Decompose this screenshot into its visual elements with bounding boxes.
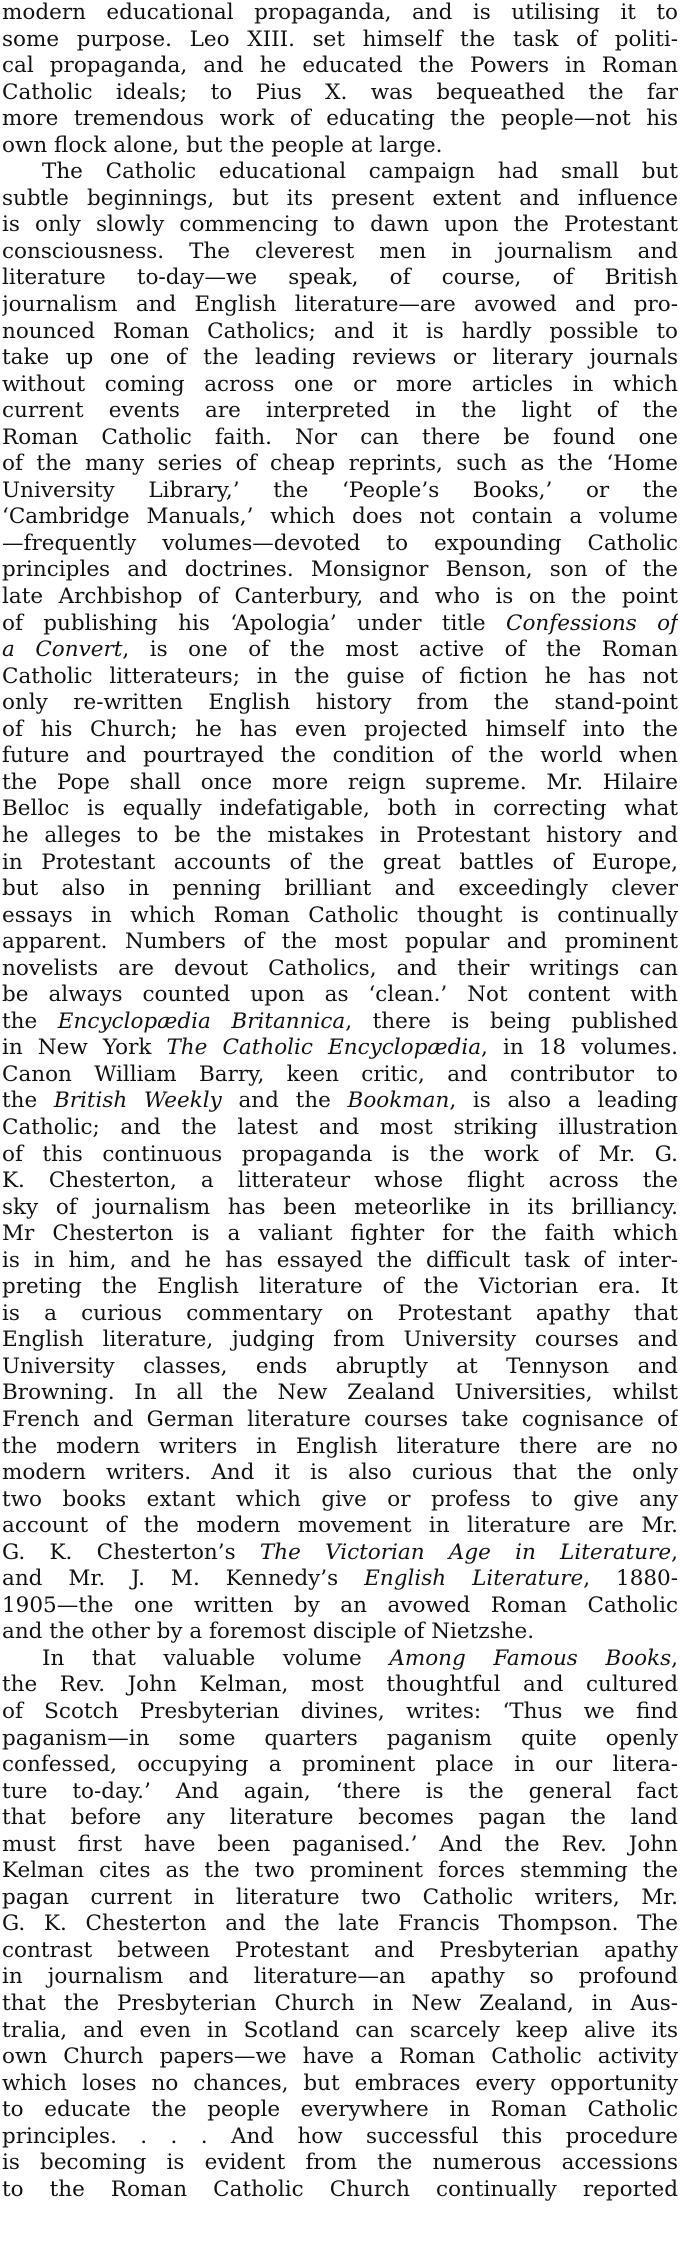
- body-text: consciousness. The cleverest men in journalism and: [2, 238, 678, 264]
- body-text: Catholic; and the latest and most striking illustration: [2, 1114, 678, 1140]
- body-text: subtle beginnings, but its present extent and influence: [2, 185, 678, 211]
- body-text: that before any literature becomes pagan the land: [2, 1805, 678, 1831]
- body-text: preting the English literature of the Victorian era. It: [2, 1274, 678, 1300]
- body-text: , in 18 volumes.: [481, 1035, 678, 1061]
- text-line: [2, 584, 678, 611]
- text-line: [2, 345, 678, 372]
- body-text: G. K. Chesterton’s: [2, 1539, 260, 1565]
- italic-title-text: Encyclopædia Britannica: [57, 1008, 346, 1034]
- body-text: G. K. Chesterton and the late Francis Thompson. The: [2, 1911, 678, 1937]
- body-text: , 1880-: [583, 1566, 678, 1592]
- body-text: Canon William Barry, keen critic, and contributor to: [2, 1061, 678, 1087]
- body-text: and the: [221, 1088, 348, 1114]
- body-text: own flock alone, but the people at large.: [2, 132, 443, 158]
- body-text: is only slowly commencing to dawn upon the Protestant: [2, 212, 678, 238]
- text-line: [2, 451, 678, 478]
- body-text: of his Church; he has even projected himself into the: [2, 716, 678, 742]
- body-text: two books extant which give or profess to give any: [2, 1486, 678, 1512]
- body-text: the: [2, 1008, 58, 1034]
- text-line: [2, 186, 678, 213]
- body-text: , is one of the most active of the Roman: [122, 637, 678, 663]
- text-line: [2, 1274, 678, 1301]
- body-text: pagan current in literature two Catholic writers, Mr.: [2, 1884, 678, 1910]
- body-text: novelists are devout Catholics, and their writings can: [2, 955, 678, 981]
- text-line: [2, 1779, 678, 1806]
- body-text: only re-written English history from the stand-point: [2, 690, 678, 716]
- body-text: which loses no chances, but embraces every opportunity: [2, 2070, 678, 2096]
- text-line: [2, 903, 678, 930]
- text-line: [2, 1805, 678, 1832]
- body-text: Catholic litterateurs; in the guise of fiction he has not: [2, 663, 678, 689]
- body-text: be always counted upon as ‘clean.’ Not content with: [2, 982, 678, 1008]
- text-line: [2, 2044, 678, 2071]
- text-line: [2, 1168, 678, 1195]
- body-text: University classes, ends abruptly at Tennyson and: [2, 1353, 678, 1379]
- body-text: principles. . . . And how successful this procedure: [2, 2123, 678, 2149]
- body-text: The Catholic educational campaign had small but: [42, 159, 678, 185]
- body-text: the Rev. John Kelman, most thoughtful and cultured: [2, 1672, 678, 1698]
- body-text: Belloc is equally indefatigable, both in correcting what: [2, 796, 678, 822]
- body-text: to educate the people everywhere in Roman Catholic: [2, 2097, 678, 2123]
- body-text: French and German literature courses take cognisance of: [2, 1406, 678, 1432]
- body-text: K. Chesterton, a litterateur whose flight across the: [2, 1168, 678, 1194]
- text-line: [2, 1832, 678, 1859]
- italic-title-text: The Catholic Encyclopædia: [166, 1035, 482, 1061]
- text-line: [2, 531, 678, 558]
- body-text: 1905—the one written by an avowed Roman Catholic: [2, 1592, 678, 1618]
- body-text: apparent. Numbers of the most popular and prominent: [2, 929, 678, 955]
- text-line: [2, 1407, 678, 1434]
- text-line: [2, 2097, 678, 2124]
- body-text: Catholic ideals; to Pius X. was bequeathed the far: [2, 79, 678, 105]
- italic-title-text: a Convert: [2, 637, 123, 663]
- body-text: take up one of the leading reviews or literary journals: [2, 345, 678, 371]
- text-line: [2, 717, 678, 744]
- body-text: he alleges to be the mistakes in Protestant history and: [2, 822, 678, 848]
- text-line: [2, 133, 678, 160]
- text-line: [2, 1672, 678, 1699]
- text-line: [2, 80, 678, 107]
- italic-title-text: The Victorian Age in Literature: [259, 1539, 672, 1565]
- body-text: of Scotch Presbyterian divines, writes: ‘Thus we find: [2, 1699, 678, 1724]
- text-line: [2, 1115, 678, 1142]
- text-line: [2, 2150, 678, 2177]
- body-text: In that valuable volume: [42, 1645, 390, 1671]
- text-line: [2, 1009, 678, 1036]
- body-text: the modern writers in English literature there are no: [2, 1433, 678, 1459]
- text-line: [2, 425, 678, 452]
- body-text: of the many series of cheap reprints, such as the ‘Home: [2, 451, 678, 477]
- body-text: ,: [671, 1539, 678, 1565]
- italic-title-text: British Weekly: [53, 1088, 222, 1114]
- body-text: confessed, occupying a prominent place in our litera-: [2, 1752, 678, 1778]
- text-line: [2, 690, 678, 717]
- text-line: [2, 796, 678, 823]
- text-line: [2, 664, 678, 691]
- text-line: [2, 1354, 678, 1381]
- italic-title-text: Bookman: [347, 1088, 450, 1114]
- body-text: some purpose. Leo XIII. set himself the task of politi-: [2, 26, 678, 52]
- text-line: [2, 1195, 678, 1222]
- body-text: Kelman cites as the two prominent forces stemming the: [2, 1858, 678, 1884]
- italic-title-text: English Literature: [364, 1566, 584, 1592]
- text-line: [2, 743, 678, 770]
- body-text: and Mr. J. M. Kennedy’s: [2, 1566, 365, 1592]
- body-text: must first have been paganised.’ And the Rev. John: [2, 1831, 678, 1857]
- text-line: [2, 1301, 678, 1328]
- body-text: to the Roman Catholic Church continually reported: [2, 2176, 678, 2202]
- body-text: tralia, and even in Scotland can scarcely keep alive its: [2, 2017, 678, 2043]
- text-line: [2, 292, 678, 319]
- body-text: principles and doctrines. Monsignor Benson, son of the: [2, 557, 678, 583]
- body-text: in Protestant accounts of the great battles of Europe,: [2, 849, 678, 875]
- body-text: late Archbishop of Canterbury, and who is on the point: [2, 584, 678, 610]
- italic-title-text: Confessions of: [506, 610, 678, 636]
- text-line: [2, 557, 678, 584]
- body-text: paganism—in some quarters paganism quite openly: [2, 1725, 678, 1751]
- text-line: [2, 53, 678, 80]
- body-text: of publishing his ‘Apologia’ under title: [2, 610, 507, 636]
- text-line: [2, 876, 678, 903]
- text-line: [2, 1964, 678, 1991]
- body-text: future and pourtrayed the condition of the world when: [2, 743, 678, 769]
- text-line: [2, 1540, 678, 1567]
- text-line: [2, 2177, 678, 2204]
- text-line: [2, 2124, 678, 2151]
- text-line: [2, 1035, 678, 1062]
- body-text: in journalism and literature—an apathy so profound: [2, 1964, 678, 1990]
- text-line: [2, 1327, 678, 1354]
- body-text: ‘Cambridge Manuals,’ which does not contain a volume: [2, 504, 678, 530]
- body-text: nounced Roman Catholics; and it is hardly possible to: [2, 318, 678, 344]
- text-line: [2, 1938, 678, 1965]
- body-text: University Library,’ the ‘People’s Books,’ or the: [2, 477, 678, 503]
- text-line: [2, 1248, 678, 1275]
- text-line: [2, 504, 678, 531]
- body-text: cal propaganda, and he educated the Powers in Roman: [2, 53, 678, 79]
- body-text: journalism and English literature—are avowed and pro-: [2, 292, 678, 318]
- body-text: account of the modern movement in literature are Mr.: [2, 1513, 678, 1539]
- text-line: [2, 1858, 678, 1885]
- body-text: ,: [671, 1645, 678, 1671]
- text-line: [2, 398, 678, 425]
- text-line: [2, 1726, 678, 1753]
- text-line: [2, 1487, 678, 1514]
- text-line: [2, 2071, 678, 2098]
- body-text: Roman Catholic faith. Nor can there be found one: [2, 424, 678, 450]
- body-text: the: [2, 1088, 54, 1114]
- text-line: [2, 239, 678, 266]
- text-line: [2, 956, 678, 983]
- body-text: , there is being published: [345, 1008, 678, 1034]
- text-line: [2, 1142, 678, 1169]
- text-line: [2, 1911, 678, 1938]
- text-line: [2, 1434, 678, 1461]
- text-line: [2, 27, 678, 54]
- text-line: [2, 1752, 678, 1779]
- body-text: is in him, and he has essayed the difficult task of inter-: [2, 1247, 678, 1273]
- body-text: in New York: [2, 1035, 167, 1061]
- body-text: contrast between Protestant and Presbyterian apathy: [2, 1937, 678, 1963]
- text-line: [2, 850, 678, 877]
- text-line: [2, 1646, 678, 1673]
- body-text: modern educational propaganda, and is utilising it to: [2, 0, 678, 25]
- text-line: [2, 1699, 678, 1726]
- body-text: that the Presbyterian Church in New Zealand, in Aus-: [2, 1991, 678, 2017]
- text-line: [2, 0, 678, 27]
- text-line: [2, 637, 678, 664]
- text-line: [2, 1380, 678, 1407]
- text-line: [2, 611, 678, 638]
- body-text: current events are interpreted in the light of the: [2, 398, 678, 424]
- body-text: without coming across one or more articles in which: [2, 371, 678, 397]
- text-line: [2, 1566, 678, 1593]
- body-text: own Church papers—we have a Roman Catholic activity: [2, 2044, 678, 2070]
- body-text: more tremendous work of educating the people—not his: [2, 106, 678, 132]
- body-text: sky of journalism has been meteorlike in its brilliancy.: [2, 1194, 678, 1220]
- text-line: [2, 106, 678, 133]
- body-text: Browning. In all the New Zealand Universities, whilst: [2, 1380, 678, 1406]
- text-line: [2, 319, 678, 346]
- text-line: [2, 159, 678, 186]
- text-line: [2, 1221, 678, 1248]
- text-line: [2, 1062, 678, 1089]
- text-line: [2, 929, 678, 956]
- text-line: [2, 2018, 678, 2045]
- text-line: [2, 770, 678, 797]
- body-text: is becoming is evident from the numerous accessions: [2, 2150, 678, 2176]
- text-line: [2, 1619, 678, 1646]
- italic-title-text: Among Famous Books: [389, 1645, 672, 1671]
- body-text: Mr Chesterton is a valiant fighter for the faith which: [2, 1221, 678, 1247]
- body-text: is a curious commentary on Protestant apathy that: [2, 1300, 678, 1326]
- text-line: [2, 1885, 678, 1912]
- text-line: [2, 1593, 678, 1620]
- text-line: [2, 982, 678, 1009]
- body-text: English literature, judging from University courses and: [2, 1327, 678, 1353]
- body-text: literature to-day—we speak, of course, of British: [2, 265, 678, 291]
- text-line: [2, 478, 678, 505]
- text-line: [2, 823, 678, 850]
- body-text: of this continuous propaganda is the work of Mr. G.: [2, 1141, 678, 1167]
- text-line: [2, 265, 678, 292]
- body-text: essays in which Roman Catholic thought is continually: [2, 902, 678, 928]
- body-text: but also in penning brilliant and exceedingly clever: [2, 876, 678, 902]
- text-line: [2, 212, 678, 239]
- body-text: the Pope shall once more reign supreme. Mr. Hilaire: [2, 769, 678, 795]
- body-text: modern writers. And it is also curious that the only: [2, 1460, 678, 1486]
- body-text: , is also a leading: [449, 1088, 678, 1114]
- text-line: [2, 1460, 678, 1487]
- text-line: [2, 372, 678, 399]
- text-line: [2, 1088, 678, 1115]
- text-line: [2, 1991, 678, 2018]
- body-text: and the other by a foremost disciple of Nietzshe.: [2, 1619, 535, 1645]
- body-text: ture to-day.’ And again, ‘there is the general fact: [2, 1778, 678, 1804]
- body-text: —frequently volumes—devoted to expounding Catholic: [2, 530, 678, 556]
- text-line: [2, 1513, 678, 1540]
